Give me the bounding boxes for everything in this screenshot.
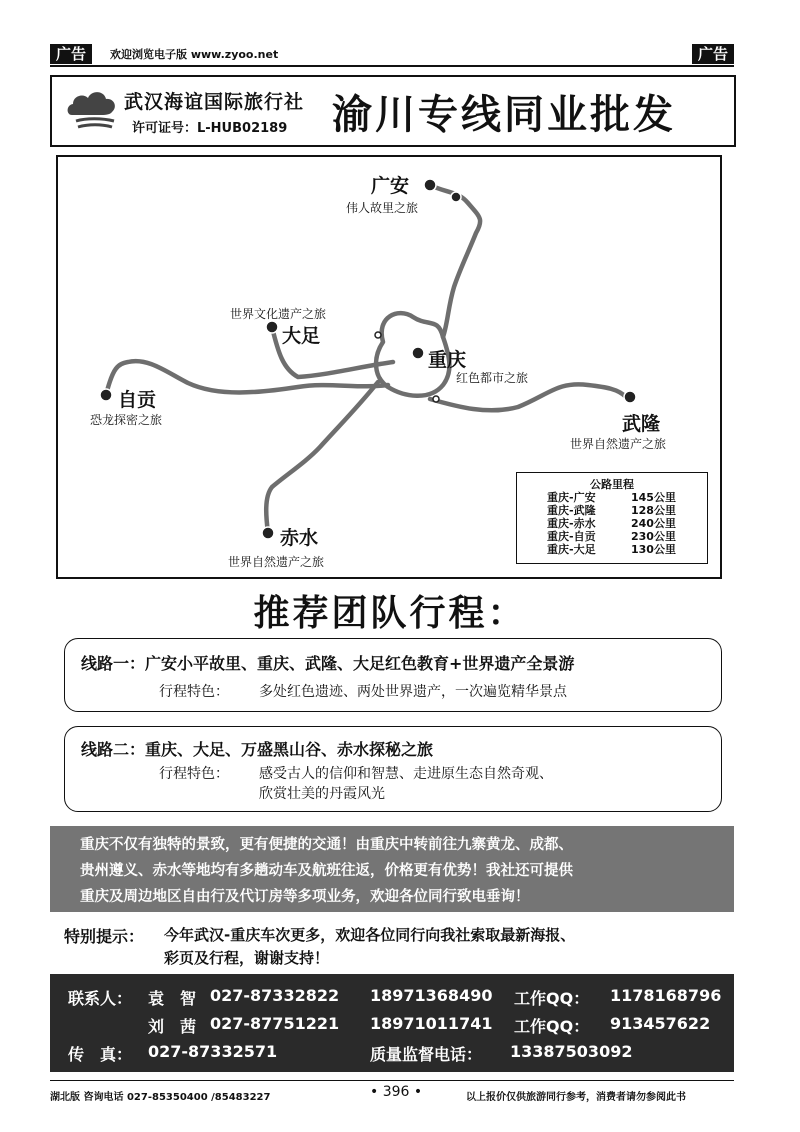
theme-label-chishui: 世界自然遗产之旅	[228, 555, 325, 569]
distance-table-title: 公路里程	[590, 478, 634, 491]
route-card-1	[64, 638, 722, 712]
contact-name: 袁 智	[148, 989, 197, 1008]
city-label-wulong: 武隆	[622, 413, 661, 435]
route-feature-text: 多处红色遗迹、两处世界遗产，一次遍览精华景点	[259, 684, 567, 700]
route-feature-text: 感受古人的信仰和智慧、走进原生态自然奇观、	[259, 766, 553, 782]
contact-qq: 913457622	[610, 1014, 711, 1033]
qq-label: 工作QQ：	[514, 989, 590, 1008]
ad-label-left: 广告	[50, 44, 92, 64]
page-number: • 396 •	[370, 1084, 423, 1100]
route-card-2	[64, 726, 722, 812]
ad-label-right: 广告	[692, 44, 734, 64]
theme-label-zigong: 恐龙探密之旅	[90, 413, 163, 427]
route-title: 线路一：广安小平故里、重庆、武隆、大足红色教育+世界遗产全景游	[81, 654, 575, 673]
route-feature-label: 行程特色：	[159, 684, 229, 700]
distance-table	[516, 472, 708, 564]
license-number: 许可证号：L-HUB02189	[132, 121, 288, 136]
welcome-text: 欢迎浏览电子版 www.zyoo.net	[110, 48, 279, 61]
chongqing-marker	[412, 347, 424, 359]
contact-mobile: 18971011741	[370, 1014, 493, 1033]
city-label-dazu: 大足	[282, 325, 321, 347]
contact-label: 联系人：	[68, 989, 133, 1008]
wulong-marker	[624, 391, 636, 403]
footer-disclaimer: 以上报价仅供旅游同行参考，消费者请勿参阅此书	[466, 1092, 686, 1103]
route-map	[56, 155, 722, 579]
route-title: 线路二：重庆、大足、万盛黑山谷、赤水探秘之旅	[81, 740, 434, 759]
qq-label: 工作QQ：	[514, 1017, 590, 1036]
contact-qq: 1178168796	[610, 986, 722, 1005]
route-feature-label: 行程特色：	[159, 766, 229, 782]
notice-line: 彩页及行程，谢谢支持！	[164, 949, 330, 967]
dazu-marker	[266, 321, 278, 333]
contact-name: 刘 茜	[148, 1017, 197, 1036]
footer-contact: 湖北版 咨询电话 027-85350400 /85483227	[50, 1092, 271, 1103]
header-banner	[50, 75, 736, 147]
distance-row: 重庆-大足 130公里	[547, 543, 676, 556]
notice-line: 今年武汉-重庆车次更多，欢迎各位同行向我社索取最新海报、	[164, 926, 576, 944]
quality-phone: 13387503092	[510, 1042, 633, 1061]
chishui-marker	[262, 527, 274, 539]
agency-name: 武汉海谊国际旅行社	[124, 91, 305, 113]
distance-row: 重庆-自贡 230公里	[547, 530, 676, 543]
intro-line: 贵州遵义、赤水等地均有多趟动车及航班往返，价格更有优势！我社还可提供	[80, 863, 573, 879]
guangan-marker	[424, 179, 436, 191]
intro-line: 重庆不仅有独特的景致，更有便捷的交通！由重庆中转前往九寨黄龙、成都、	[80, 837, 573, 853]
route-feature-text: 欣赏壮美的丹霞风光	[259, 786, 385, 802]
contact-phone: 027-87332822	[210, 986, 340, 1005]
bottom-rule	[50, 1080, 734, 1081]
quality-label: 质量监督电话：	[370, 1045, 483, 1064]
top-rule	[50, 65, 734, 67]
distance-row: 重庆-武隆 128公里	[547, 504, 676, 517]
intro-band	[50, 826, 734, 912]
zigong-marker	[100, 389, 112, 401]
city-label-chongqing: 重庆	[428, 349, 467, 371]
theme-label-wulong: 世界自然遗产之旅	[570, 437, 667, 451]
section-title: 推荐团队行程：	[253, 593, 527, 634]
fax-number: 027-87332571	[148, 1042, 278, 1061]
guangan-marker-2	[451, 192, 461, 202]
theme-label-guangan: 伟人故里之旅	[346, 201, 419, 215]
notice-label: 特别提示：	[64, 927, 145, 946]
city-label-chishui: 赤水	[280, 527, 319, 549]
contact-mobile: 18971368490	[370, 986, 493, 1005]
headline: 渝川专线同业批发	[332, 92, 676, 138]
theme-label-dazu: 世界文化遗产之旅	[230, 307, 327, 321]
distance-row: 重庆-赤水 240公里	[547, 517, 676, 530]
fax-label: 传 真：	[68, 1045, 133, 1064]
theme-label-chongqing: 红色都市之旅	[456, 371, 529, 385]
contact-band	[50, 974, 734, 1072]
cloud-logo-icon	[64, 85, 120, 135]
distance-row: 重庆-广安 145公里	[547, 491, 676, 504]
intro-line: 重庆及周边地区自由行及代订房等多项业务，欢迎各位同行致电垂询！	[80, 889, 530, 905]
city-label-zigong: 自贡	[118, 389, 157, 411]
city-label-guangan: 广安	[371, 175, 410, 197]
contact-phone: 027-87751221	[210, 1014, 340, 1033]
